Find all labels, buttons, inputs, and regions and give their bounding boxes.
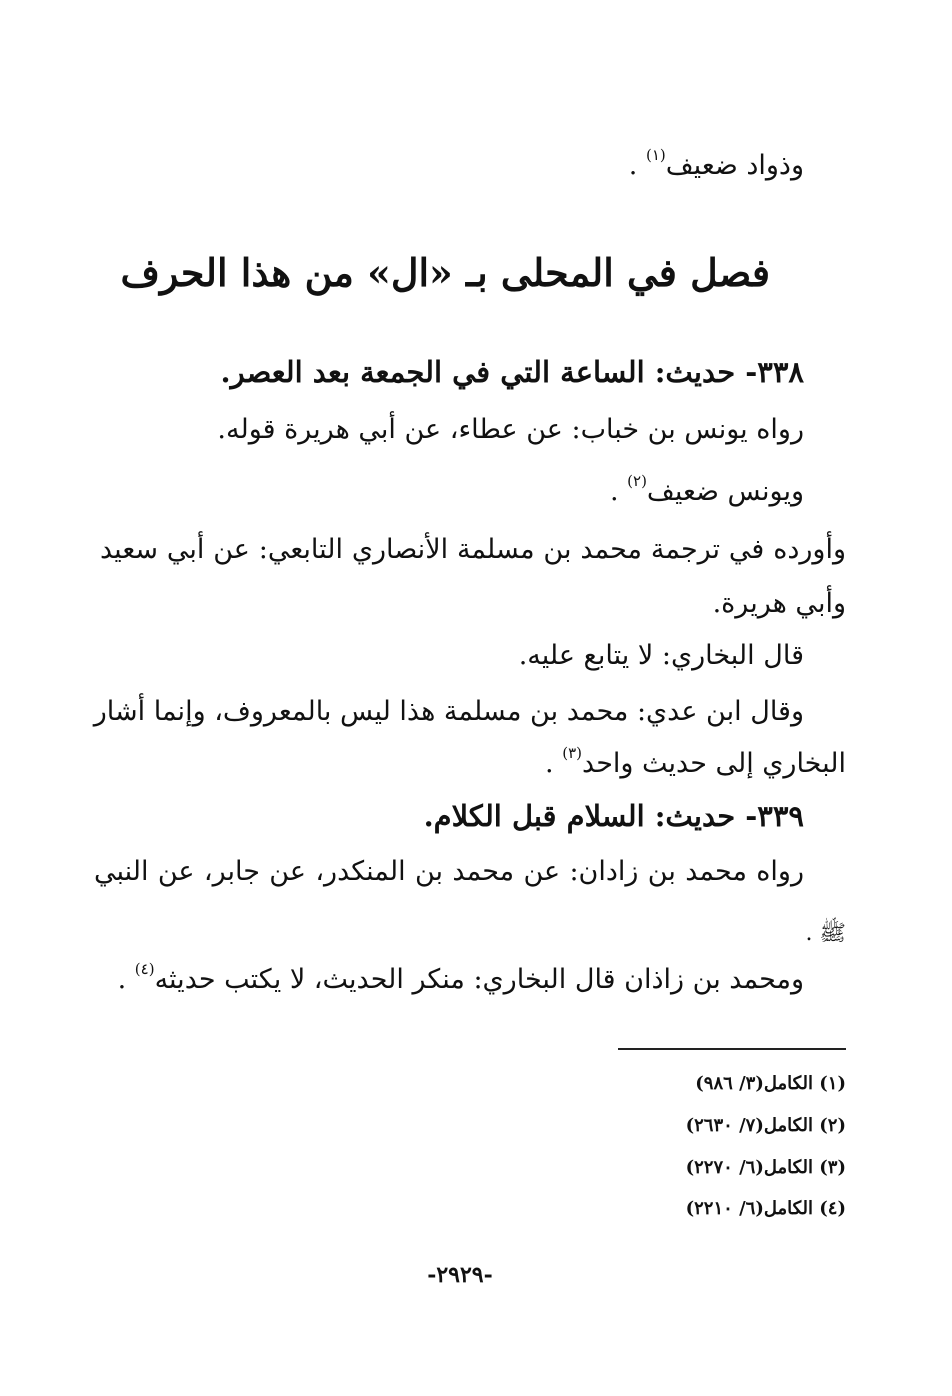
hadith-338-line-7 <box>545 744 846 787</box>
hadith-339-title: ٣٣٩- حديث: السلام قبل الكلام. <box>423 799 804 833</box>
hadith-339-line-3 <box>118 960 804 1003</box>
intro-end: . <box>628 150 638 181</box>
footnote-2: (٢) الكامل(٧/ ٢٦٣٠) <box>685 1115 846 1136</box>
hadith-338-line-6: وقال ابن عدي: محمد بن مسلمة هذا ليس بالمعروف، وإنما أشار <box>93 696 804 727</box>
footnote-ref-2: (٢) <box>627 472 647 490</box>
hadith-338-line-1: رواه يونس بن خباب: عن عطاء، عن أبي هريرة قوله. <box>217 414 804 445</box>
footnote-ref-3: (٣) <box>562 744 583 762</box>
page-number: -٢٩٢٩- <box>427 1262 493 1288</box>
hadith-338-line-2-end: . <box>609 476 619 507</box>
hadith-339-line-2: ﷺ . <box>805 921 846 946</box>
footnote-4: (٤) الكامل(٦/ ٢٢١٠) <box>685 1198 846 1219</box>
section-heading: فصل في المحلى بـ «ال» من هذا الحرف <box>120 250 770 295</box>
hadith-339-line-3-text: ومحمد بن زاذان قال البخاري: منكر الحديث، لا يكتب حديثه <box>154 964 804 995</box>
hadith-338-title: ٣٣٨- حديث: الساعة التي في الجمعة بعد العصر. <box>220 355 804 389</box>
hadith-338-line-5: قال البخاري: لا يتابع عليه. <box>518 640 804 671</box>
hadith-338-line-4: وأبي هريرة. <box>712 588 846 619</box>
footnote-ref-1: (١) <box>645 146 666 164</box>
footnote-3: (٣) الكامل(٦/ ٢٢٧٠) <box>685 1157 846 1178</box>
hadith-339-line-1: رواه محمد بن زادان: عن محمد بن المنكدر، عن جابر، عن النبي <box>94 856 804 887</box>
hadith-338-line-2 <box>610 472 804 515</box>
hadith-338-line-7-end: . <box>545 748 554 779</box>
hadith-338-line-7-text: البخاري إلى حديث واحد <box>582 748 846 779</box>
hadith-338-line-3: وأورده في ترجمة محمد بن مسلمة الأنصاري التابعي: عن أبي سعيد <box>100 534 846 565</box>
footnote-1: (١) الكامل(٣/ ٩٨٦) <box>695 1073 846 1094</box>
footnote-separator <box>618 1048 846 1050</box>
footnote-ref-4: (٤) <box>134 960 155 978</box>
intro-text: وذواد ضعيف <box>665 150 804 181</box>
hadith-339-line-3-end: . <box>117 964 127 995</box>
intro-line <box>629 146 804 189</box>
hadith-338-line-2-text: ويونس ضعيف <box>646 476 804 507</box>
